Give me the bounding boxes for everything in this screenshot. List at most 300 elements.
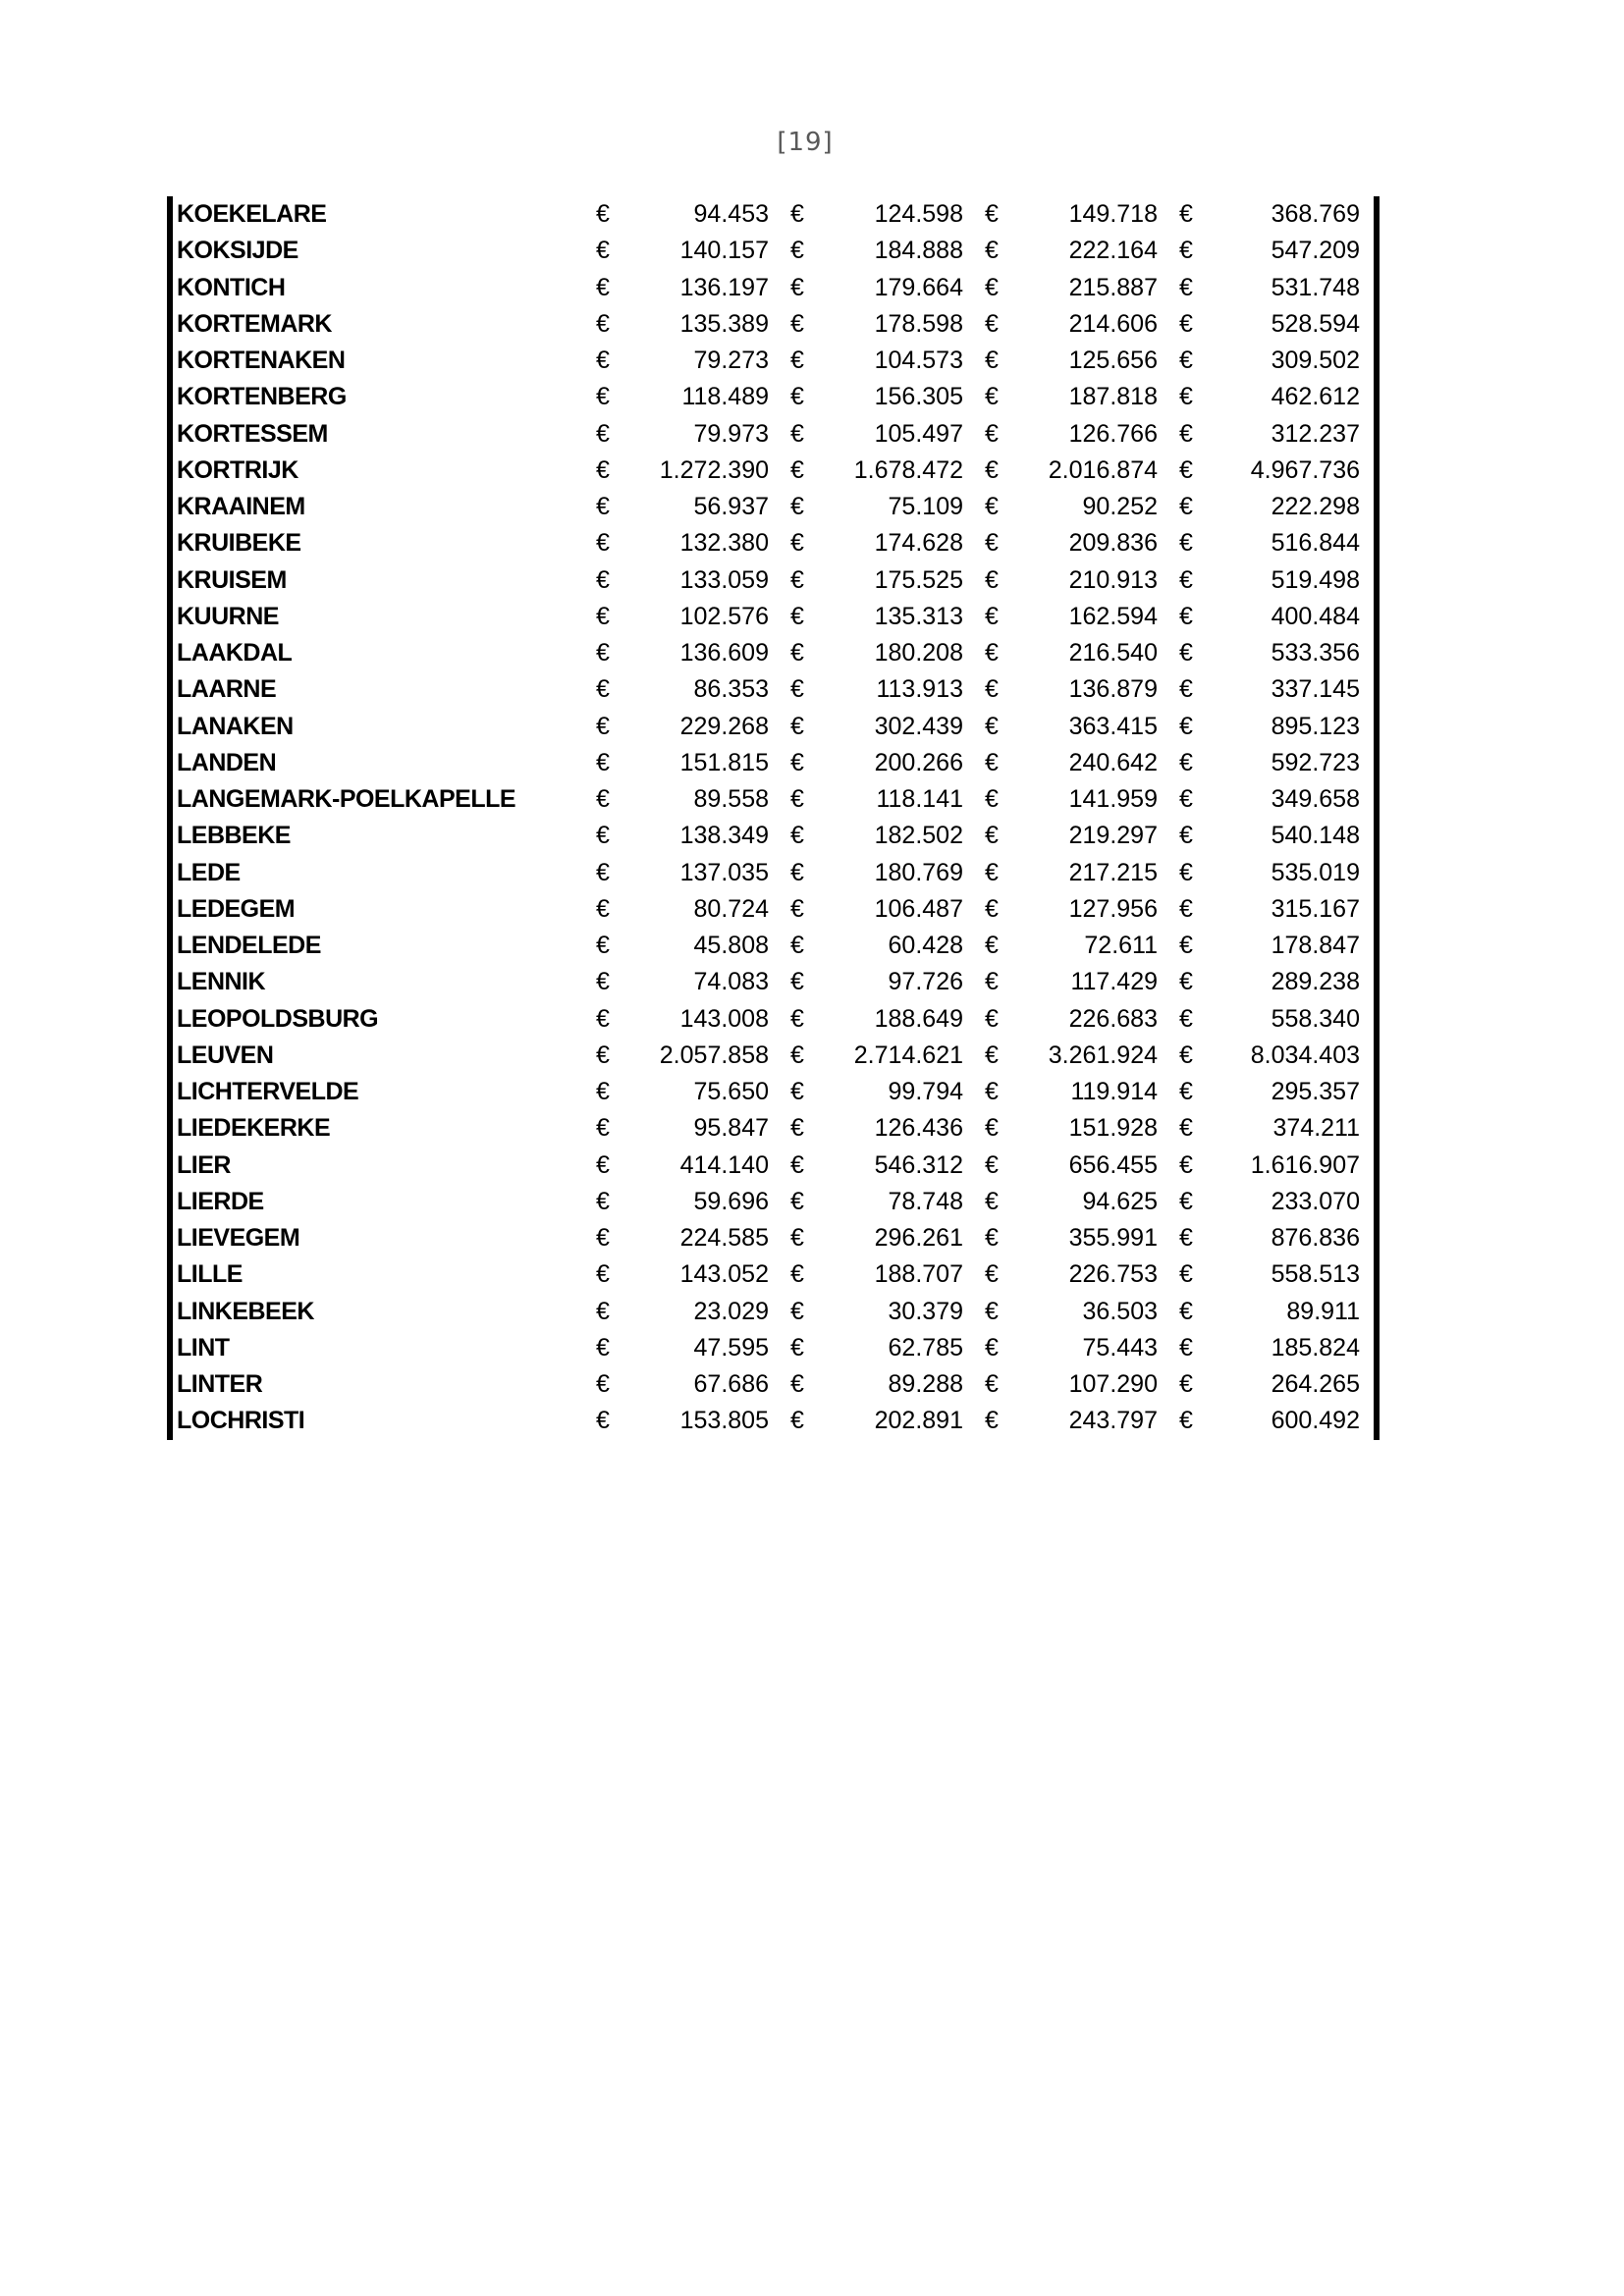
euro-symbol-3: € bbox=[985, 1187, 999, 1215]
euro-symbol-4: € bbox=[1179, 455, 1193, 484]
amount-col-2: 106.487 bbox=[874, 894, 963, 923]
euro-symbol-4: € bbox=[1179, 968, 1193, 996]
euro-symbol-1: € bbox=[596, 1187, 610, 1215]
amount-col-1: 140.157 bbox=[679, 237, 769, 265]
table-row bbox=[173, 343, 1374, 379]
table-row bbox=[173, 1330, 1374, 1366]
amount-col-3: 90.252 bbox=[1082, 493, 1158, 521]
amount-col-3: 72.611 bbox=[1084, 932, 1158, 960]
amount-col-2: 174.628 bbox=[874, 529, 963, 558]
municipality-name: KONTICH bbox=[177, 273, 286, 301]
municipality-name: LEDEGEM bbox=[177, 894, 296, 923]
euro-symbol-3: € bbox=[985, 968, 999, 996]
table-row bbox=[173, 1256, 1374, 1293]
euro-symbol-2: € bbox=[790, 602, 804, 630]
amount-col-2: 179.664 bbox=[874, 273, 963, 301]
euro-symbol-3: € bbox=[985, 347, 999, 375]
amount-col-1: 2.057.858 bbox=[659, 1041, 769, 1069]
amount-col-4: 535.019 bbox=[1271, 858, 1360, 886]
amount-col-3: 226.753 bbox=[1068, 1260, 1158, 1289]
euro-symbol-4: € bbox=[1179, 1041, 1193, 1069]
amount-col-3: 136.879 bbox=[1068, 675, 1158, 704]
amount-col-2: 2.714.621 bbox=[853, 1041, 963, 1069]
amount-col-3: 219.297 bbox=[1068, 822, 1158, 850]
amount-col-1: 143.008 bbox=[679, 1004, 769, 1033]
amount-col-3: 75.443 bbox=[1082, 1333, 1158, 1362]
amount-col-1: 136.197 bbox=[679, 273, 769, 301]
euro-symbol-2: € bbox=[790, 1370, 804, 1399]
amount-col-4: 185.824 bbox=[1271, 1333, 1360, 1362]
euro-symbol-3: € bbox=[985, 419, 999, 448]
euro-symbol-1: € bbox=[596, 493, 610, 521]
table-row bbox=[173, 489, 1374, 525]
amount-col-4: 540.148 bbox=[1271, 822, 1360, 850]
municipality-name: KRAAINEM bbox=[177, 493, 305, 521]
amount-col-4: 519.498 bbox=[1271, 565, 1360, 594]
euro-symbol-4: € bbox=[1179, 1297, 1193, 1325]
euro-symbol-2: € bbox=[790, 1114, 804, 1143]
amount-col-4: 368.769 bbox=[1271, 200, 1360, 229]
amount-col-3: 355.991 bbox=[1068, 1224, 1158, 1253]
amount-col-2: 113.913 bbox=[876, 675, 963, 704]
amount-col-2: 546.312 bbox=[874, 1150, 963, 1179]
amount-col-1: 59.696 bbox=[693, 1187, 769, 1215]
euro-symbol-3: € bbox=[985, 1297, 999, 1325]
amount-col-2: 62.785 bbox=[888, 1333, 963, 1362]
euro-symbol-2: € bbox=[790, 748, 804, 776]
euro-symbol-3: € bbox=[985, 748, 999, 776]
table-row bbox=[173, 1001, 1374, 1038]
table-row bbox=[173, 855, 1374, 891]
euro-symbol-2: € bbox=[790, 383, 804, 411]
euro-symbol-3: € bbox=[985, 273, 999, 301]
table-row bbox=[173, 1184, 1374, 1220]
amount-col-2: 60.428 bbox=[888, 932, 963, 960]
amount-col-4: 533.356 bbox=[1271, 639, 1360, 667]
table-row bbox=[173, 1148, 1374, 1184]
table-row bbox=[173, 891, 1374, 928]
amount-col-3: 125.656 bbox=[1068, 347, 1158, 375]
amount-col-3: 214.606 bbox=[1068, 309, 1158, 338]
amount-col-3: 217.215 bbox=[1068, 858, 1158, 886]
euro-symbol-1: € bbox=[596, 419, 610, 448]
amount-col-1: 75.650 bbox=[693, 1078, 769, 1106]
amount-col-3: 187.818 bbox=[1068, 383, 1158, 411]
euro-symbol-4: € bbox=[1179, 785, 1193, 814]
municipality-name: LANAKEN bbox=[177, 712, 294, 740]
euro-symbol-3: € bbox=[985, 822, 999, 850]
amount-col-2: 118.141 bbox=[876, 785, 963, 814]
euro-symbol-4: € bbox=[1179, 493, 1193, 521]
municipality-name: LENNIK bbox=[177, 968, 266, 996]
table-row bbox=[173, 1220, 1374, 1256]
euro-symbol-1: € bbox=[596, 894, 610, 923]
euro-symbol-4: € bbox=[1179, 419, 1193, 448]
amount-col-4: 1.616.907 bbox=[1250, 1150, 1360, 1179]
euro-symbol-3: € bbox=[985, 1260, 999, 1289]
euro-symbol-4: € bbox=[1179, 347, 1193, 375]
euro-symbol-4: € bbox=[1179, 1114, 1193, 1143]
amount-col-4: 516.844 bbox=[1271, 529, 1360, 558]
euro-symbol-2: € bbox=[790, 529, 804, 558]
euro-symbol-3: € bbox=[985, 639, 999, 667]
amount-col-2: 175.525 bbox=[874, 565, 963, 594]
amount-col-3: 2.016.874 bbox=[1048, 455, 1158, 484]
euro-symbol-1: € bbox=[596, 237, 610, 265]
euro-symbol-2: € bbox=[790, 200, 804, 229]
euro-symbol-2: € bbox=[790, 1333, 804, 1362]
amount-col-2: 178.598 bbox=[874, 309, 963, 338]
euro-symbol-1: € bbox=[596, 1370, 610, 1399]
amount-col-3: 216.540 bbox=[1068, 639, 1158, 667]
euro-symbol-2: € bbox=[790, 273, 804, 301]
euro-symbol-4: € bbox=[1179, 1150, 1193, 1179]
amount-col-1: 95.847 bbox=[693, 1114, 769, 1143]
municipality-name: KRUIBEKE bbox=[177, 529, 301, 558]
table-row bbox=[173, 964, 1374, 1000]
amount-col-2: 188.707 bbox=[874, 1260, 963, 1289]
euro-symbol-3: € bbox=[985, 675, 999, 704]
euro-symbol-3: € bbox=[985, 565, 999, 594]
table-row bbox=[173, 1038, 1374, 1074]
table-row bbox=[173, 525, 1374, 561]
euro-symbol-4: € bbox=[1179, 1224, 1193, 1253]
municipality-name: KRUISEM bbox=[177, 565, 287, 594]
euro-symbol-1: € bbox=[596, 1297, 610, 1325]
table-row bbox=[173, 1110, 1374, 1147]
euro-symbol-2: € bbox=[790, 237, 804, 265]
amount-col-1: 23.029 bbox=[693, 1297, 769, 1325]
euro-symbol-2: € bbox=[790, 1187, 804, 1215]
amount-col-4: 89.911 bbox=[1286, 1297, 1360, 1325]
euro-symbol-3: € bbox=[985, 858, 999, 886]
euro-symbol-4: € bbox=[1179, 237, 1193, 265]
euro-symbol-1: € bbox=[596, 529, 610, 558]
amount-col-1: 102.576 bbox=[679, 602, 769, 630]
amount-col-4: 289.238 bbox=[1271, 968, 1360, 996]
euro-symbol-1: € bbox=[596, 347, 610, 375]
amount-col-2: 296.261 bbox=[874, 1224, 963, 1253]
amount-col-4: 876.836 bbox=[1271, 1224, 1360, 1253]
amount-col-3: 240.642 bbox=[1068, 748, 1158, 776]
euro-symbol-1: € bbox=[596, 602, 610, 630]
municipality-name: KORTEMARK bbox=[177, 309, 332, 338]
municipality-name: LEUVEN bbox=[177, 1041, 274, 1069]
table-row bbox=[173, 196, 1374, 233]
amount-col-1: 229.268 bbox=[679, 712, 769, 740]
amount-col-4: 178.847 bbox=[1271, 932, 1360, 960]
amount-col-1: 47.595 bbox=[693, 1333, 769, 1362]
euro-symbol-2: € bbox=[790, 858, 804, 886]
amount-col-1: 414.140 bbox=[679, 1150, 769, 1179]
euro-symbol-4: € bbox=[1179, 1078, 1193, 1106]
amount-col-4: 295.357 bbox=[1271, 1078, 1360, 1106]
municipality-amounts-table bbox=[167, 196, 1380, 1440]
amount-col-1: 224.585 bbox=[679, 1224, 769, 1253]
euro-symbol-2: € bbox=[790, 785, 804, 814]
euro-symbol-3: € bbox=[985, 1333, 999, 1362]
amount-col-4: 558.513 bbox=[1271, 1260, 1360, 1289]
euro-symbol-2: € bbox=[790, 1260, 804, 1289]
municipality-name: KORTRIJK bbox=[177, 455, 298, 484]
euro-symbol-2: € bbox=[790, 1078, 804, 1106]
municipality-name: LINKEBEEK bbox=[177, 1297, 314, 1325]
euro-symbol-2: € bbox=[790, 493, 804, 521]
amount-col-4: 315.167 bbox=[1271, 894, 1360, 923]
municipality-name: KORTESSEM bbox=[177, 419, 328, 448]
euro-symbol-4: € bbox=[1179, 1187, 1193, 1215]
euro-symbol-4: € bbox=[1179, 712, 1193, 740]
amount-col-1: 86.353 bbox=[693, 675, 769, 704]
amount-col-4: 312.237 bbox=[1271, 419, 1360, 448]
amount-col-1: 79.273 bbox=[693, 347, 769, 375]
euro-symbol-2: € bbox=[790, 639, 804, 667]
amount-col-2: 135.313 bbox=[874, 602, 963, 630]
amount-col-1: 143.052 bbox=[679, 1260, 769, 1289]
table-row bbox=[173, 1366, 1374, 1403]
amount-col-2: 89.288 bbox=[888, 1370, 963, 1399]
euro-symbol-2: € bbox=[790, 894, 804, 923]
amount-col-4: 547.209 bbox=[1271, 237, 1360, 265]
euro-symbol-1: € bbox=[596, 309, 610, 338]
amount-col-4: 222.298 bbox=[1271, 493, 1360, 521]
amount-col-2: 156.305 bbox=[874, 383, 963, 411]
euro-symbol-1: € bbox=[596, 1114, 610, 1143]
municipality-name: LANDEN bbox=[177, 748, 277, 776]
amount-col-3: 226.683 bbox=[1068, 1004, 1158, 1033]
euro-symbol-1: € bbox=[596, 932, 610, 960]
euro-symbol-1: € bbox=[596, 639, 610, 667]
table-row bbox=[173, 562, 1374, 599]
amount-col-4: 895.123 bbox=[1271, 712, 1360, 740]
euro-symbol-1: € bbox=[596, 383, 610, 411]
amount-col-4: 349.658 bbox=[1271, 785, 1360, 814]
amount-col-1: 137.035 bbox=[679, 858, 769, 886]
amount-col-2: 126.436 bbox=[874, 1114, 963, 1143]
amount-col-2: 78.748 bbox=[888, 1187, 963, 1215]
amount-col-1: 118.489 bbox=[681, 383, 769, 411]
municipality-name: LAAKDAL bbox=[177, 639, 293, 667]
amount-col-4: 528.594 bbox=[1271, 309, 1360, 338]
euro-symbol-1: € bbox=[596, 1150, 610, 1179]
euro-symbol-2: € bbox=[790, 309, 804, 338]
euro-symbol-2: € bbox=[790, 675, 804, 704]
euro-symbol-4: € bbox=[1179, 529, 1193, 558]
amount-col-3: 162.594 bbox=[1068, 602, 1158, 630]
amount-col-1: 45.808 bbox=[693, 932, 769, 960]
euro-symbol-3: € bbox=[985, 712, 999, 740]
euro-symbol-2: € bbox=[790, 1004, 804, 1033]
amount-col-3: 94.625 bbox=[1082, 1187, 1158, 1215]
municipality-name: LEDE bbox=[177, 858, 241, 886]
municipality-name: KOEKELARE bbox=[177, 200, 327, 229]
euro-symbol-2: € bbox=[790, 1041, 804, 1069]
table-row bbox=[173, 635, 1374, 671]
euro-symbol-2: € bbox=[790, 932, 804, 960]
page-number: [19] bbox=[777, 128, 834, 157]
table-row bbox=[173, 1074, 1374, 1110]
euro-symbol-4: € bbox=[1179, 748, 1193, 776]
euro-symbol-2: € bbox=[790, 1407, 804, 1435]
amount-col-4: 600.492 bbox=[1271, 1407, 1360, 1435]
euro-symbol-3: € bbox=[985, 1114, 999, 1143]
euro-symbol-3: € bbox=[985, 383, 999, 411]
euro-symbol-3: € bbox=[985, 529, 999, 558]
municipality-name: LENDELEDE bbox=[177, 932, 321, 960]
euro-symbol-1: € bbox=[596, 1078, 610, 1106]
euro-symbol-1: € bbox=[596, 1224, 610, 1253]
municipality-name: LINTER bbox=[177, 1370, 263, 1399]
amount-col-1: 132.380 bbox=[679, 529, 769, 558]
euro-symbol-1: € bbox=[596, 200, 610, 229]
euro-symbol-3: € bbox=[985, 894, 999, 923]
table-row bbox=[173, 233, 1374, 269]
euro-symbol-1: € bbox=[596, 455, 610, 484]
amount-col-1: 138.349 bbox=[679, 822, 769, 850]
municipality-name: LIEDEKERKE bbox=[177, 1114, 331, 1143]
euro-symbol-3: € bbox=[985, 602, 999, 630]
amount-col-3: 363.415 bbox=[1068, 712, 1158, 740]
amount-col-3: 107.290 bbox=[1068, 1370, 1158, 1399]
table-row bbox=[173, 270, 1374, 306]
euro-symbol-4: € bbox=[1179, 273, 1193, 301]
amount-col-1: 56.937 bbox=[693, 493, 769, 521]
euro-symbol-2: € bbox=[790, 1150, 804, 1179]
euro-symbol-1: € bbox=[596, 785, 610, 814]
euro-symbol-3: € bbox=[985, 309, 999, 338]
table-row bbox=[173, 453, 1374, 489]
municipality-name: LICHTERVELDE bbox=[177, 1078, 359, 1106]
amount-col-4: 400.484 bbox=[1271, 602, 1360, 630]
municipality-name: LAARNE bbox=[177, 675, 277, 704]
euro-symbol-4: € bbox=[1179, 602, 1193, 630]
table-row bbox=[173, 818, 1374, 854]
table-row bbox=[173, 379, 1374, 415]
euro-symbol-4: € bbox=[1179, 1370, 1193, 1399]
euro-symbol-2: € bbox=[790, 347, 804, 375]
euro-symbol-4: € bbox=[1179, 1260, 1193, 1289]
amount-col-1: 94.453 bbox=[693, 200, 769, 229]
municipality-name: LILLE bbox=[177, 1260, 243, 1289]
euro-symbol-2: € bbox=[790, 968, 804, 996]
euro-symbol-4: € bbox=[1179, 1004, 1193, 1033]
euro-symbol-1: € bbox=[596, 675, 610, 704]
amount-col-4: 264.265 bbox=[1271, 1370, 1360, 1399]
municipality-name: LANGEMARK-POELKAPELLE bbox=[177, 785, 516, 814]
euro-symbol-3: € bbox=[985, 1041, 999, 1069]
amount-col-2: 75.109 bbox=[888, 493, 963, 521]
amount-col-1: 79.973 bbox=[693, 419, 769, 448]
euro-symbol-3: € bbox=[985, 1370, 999, 1399]
municipality-name: LIERDE bbox=[177, 1187, 264, 1215]
euro-symbol-3: € bbox=[985, 1078, 999, 1106]
euro-symbol-4: € bbox=[1179, 565, 1193, 594]
euro-symbol-3: € bbox=[985, 1004, 999, 1033]
amount-col-4: 374.211 bbox=[1272, 1114, 1360, 1143]
euro-symbol-1: € bbox=[596, 712, 610, 740]
amount-col-2: 105.497 bbox=[874, 419, 963, 448]
amount-col-2: 124.598 bbox=[874, 200, 963, 229]
euro-symbol-4: € bbox=[1179, 1333, 1193, 1362]
euro-symbol-4: € bbox=[1179, 894, 1193, 923]
amount-col-1: 136.609 bbox=[679, 639, 769, 667]
euro-symbol-4: € bbox=[1179, 932, 1193, 960]
euro-symbol-4: € bbox=[1179, 675, 1193, 704]
euro-symbol-4: € bbox=[1179, 639, 1193, 667]
euro-symbol-1: € bbox=[596, 1333, 610, 1362]
euro-symbol-2: € bbox=[790, 565, 804, 594]
amount-col-2: 200.266 bbox=[874, 748, 963, 776]
amount-col-4: 337.145 bbox=[1271, 675, 1360, 704]
municipality-name: LINT bbox=[177, 1333, 230, 1362]
amount-col-2: 180.769 bbox=[874, 858, 963, 886]
table-row bbox=[173, 599, 1374, 635]
amount-col-3: 210.913 bbox=[1068, 565, 1158, 594]
euro-symbol-1: € bbox=[596, 822, 610, 850]
euro-symbol-2: € bbox=[790, 419, 804, 448]
amount-col-3: 127.956 bbox=[1068, 894, 1158, 923]
euro-symbol-3: € bbox=[985, 1150, 999, 1179]
amount-col-4: 8.034.403 bbox=[1250, 1041, 1360, 1069]
euro-symbol-2: € bbox=[790, 1297, 804, 1325]
municipality-name: LEBBEKE bbox=[177, 822, 291, 850]
amount-col-2: 182.502 bbox=[874, 822, 963, 850]
euro-symbol-2: € bbox=[790, 1224, 804, 1253]
amount-col-3: 151.928 bbox=[1068, 1114, 1158, 1143]
municipality-name: KUURNE bbox=[177, 602, 279, 630]
amount-col-1: 74.083 bbox=[693, 968, 769, 996]
euro-symbol-3: € bbox=[985, 932, 999, 960]
amount-col-2: 184.888 bbox=[874, 237, 963, 265]
amount-col-4: 558.340 bbox=[1271, 1004, 1360, 1033]
euro-symbol-3: € bbox=[985, 200, 999, 229]
table-row bbox=[173, 928, 1374, 964]
amount-col-3: 215.887 bbox=[1068, 273, 1158, 301]
municipality-name: KORTENBERG bbox=[177, 383, 347, 411]
amount-col-1: 80.724 bbox=[693, 894, 769, 923]
amount-col-3: 209.836 bbox=[1068, 529, 1158, 558]
amount-col-4: 233.070 bbox=[1271, 1187, 1360, 1215]
table-row bbox=[173, 1403, 1374, 1439]
euro-symbol-3: € bbox=[985, 455, 999, 484]
amount-col-3: 222.164 bbox=[1068, 237, 1158, 265]
amount-col-3: 243.797 bbox=[1068, 1407, 1158, 1435]
amount-col-3: 36.503 bbox=[1082, 1297, 1158, 1325]
table-row bbox=[173, 1294, 1374, 1330]
euro-symbol-3: € bbox=[985, 237, 999, 265]
euro-symbol-3: € bbox=[985, 785, 999, 814]
euro-symbol-1: € bbox=[596, 273, 610, 301]
euro-symbol-2: € bbox=[790, 712, 804, 740]
euro-symbol-4: € bbox=[1179, 1407, 1193, 1435]
euro-symbol-1: € bbox=[596, 1004, 610, 1033]
euro-symbol-3: € bbox=[985, 1224, 999, 1253]
euro-symbol-1: € bbox=[596, 565, 610, 594]
amount-col-2: 30.379 bbox=[888, 1297, 963, 1325]
amount-col-2: 188.649 bbox=[874, 1004, 963, 1033]
amount-col-2: 99.794 bbox=[888, 1078, 963, 1106]
amount-col-3: 141.959 bbox=[1068, 785, 1158, 814]
amount-col-1: 151.815 bbox=[679, 748, 769, 776]
amount-col-4: 592.723 bbox=[1271, 748, 1360, 776]
euro-symbol-3: € bbox=[985, 1407, 999, 1435]
euro-symbol-4: € bbox=[1179, 383, 1193, 411]
amount-col-4: 309.502 bbox=[1271, 347, 1360, 375]
euro-symbol-1: € bbox=[596, 968, 610, 996]
amount-col-2: 104.573 bbox=[874, 347, 963, 375]
municipality-name: LEOPOLDSBURG bbox=[177, 1004, 379, 1033]
table-row bbox=[173, 306, 1374, 343]
